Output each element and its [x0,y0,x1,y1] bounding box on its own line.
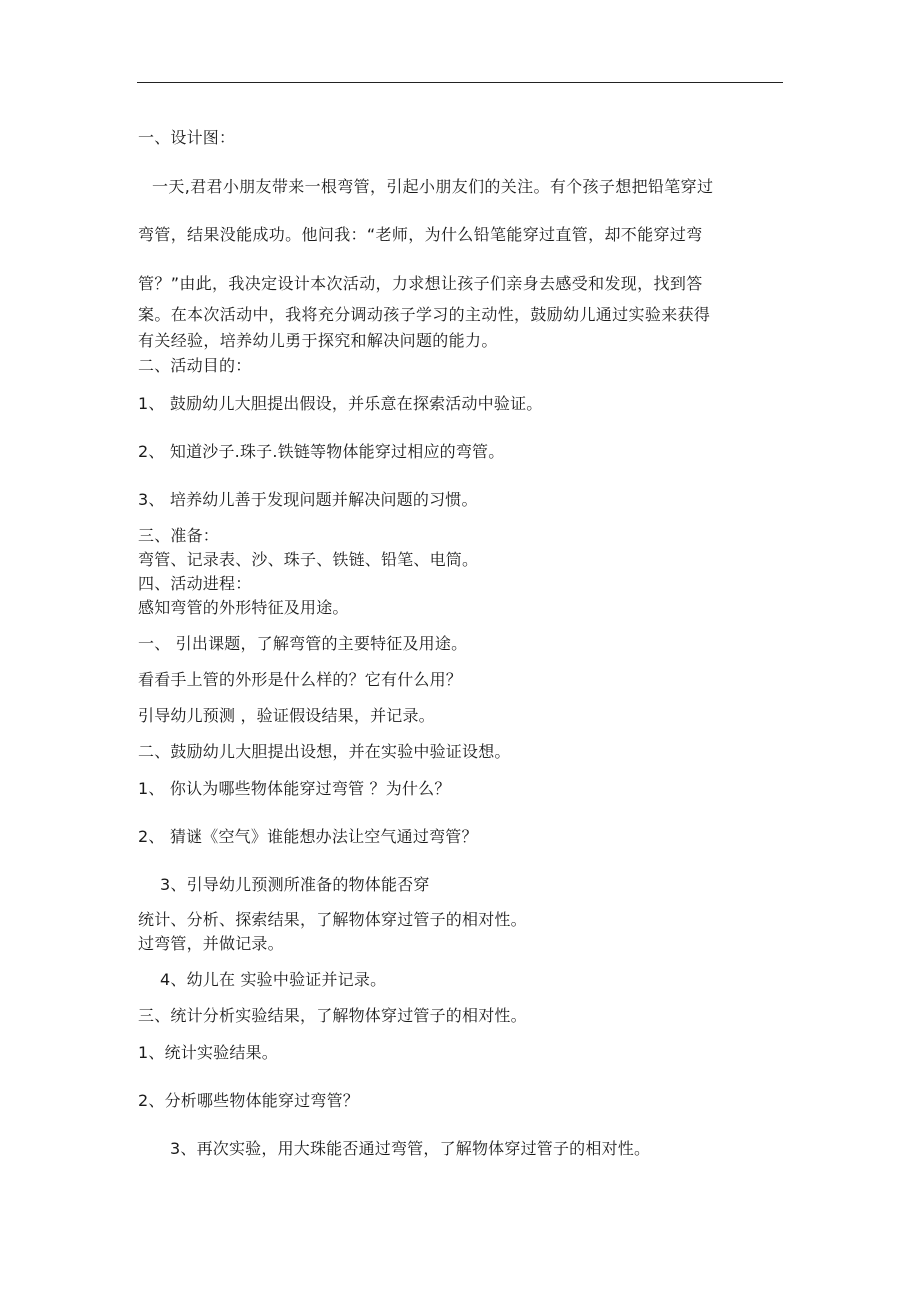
step2-item: 3、引导幼儿预测所准备的物体能否穿 [160,875,430,894]
heading-process: 四、活动进程： [138,574,252,593]
goal-item: 3、 培养幼儿善于发现问题并解决问题的习惯。 [138,490,478,509]
heading-goals: 二、活动目的： [138,356,252,375]
process-intro: 感知弯管的外形特征及用途。 [138,598,349,617]
stray-line: 统计、分析、探索结果，了解物体穿过管子的相对性。 [138,910,527,929]
header-rule [137,82,783,83]
step3-item: 2、分析哪些物体能穿过弯管？ [138,1091,359,1110]
intro-line: 管？”由此，我决定设计本次活动，力求想让孩子们亲身去感受和发现，找到答 [138,274,703,293]
step2-title: 二、鼓励幼儿大胆提出设想，并在实验中验证设想。 [138,742,511,761]
goal-item: 1、 鼓励幼儿大胆提出假设，并乐意在探索活动中验证。 [138,394,543,413]
intro-line: 有关经验，培养幼儿勇于探究和解决问题的能力。 [138,331,498,350]
heading-prep: 三、准备： [138,526,220,545]
intro-line: 一天,君君小朋友带来一根弯管，引起小朋友们的关注。有个孩子想把铅笔穿过 [152,177,714,196]
step2-item: 2、 猜谜《空气》谁能想办法让空气通过弯管？ [138,827,478,846]
step3-title: 三、统计分析实验结果，了解物体穿过管子的相对性。 [138,1006,527,1025]
heading-design: 一、设计图： [138,128,236,147]
goal-item: 2、 知道沙子.珠子.铁链等物体能穿过相应的弯管。 [138,442,505,461]
step1-guide: 引导幼儿预测 ，验证假设结果，并记录。 [138,706,435,725]
step2-item: 1、 你认为哪些物体能穿过弯管 ？为什么？ [138,779,451,798]
stray-line: 过弯管，并做记录。 [138,934,284,953]
step3-item: 3、再次实验，用大珠能否通过弯管，了解物体穿过管子的相对性。 [170,1139,651,1158]
step3-item: 1、统计实验结果。 [138,1043,278,1062]
intro-line: 弯管，结果没能成功。他问我：“老师，为什么铅笔能穿过直管，却不能穿过弯 [138,225,703,244]
step1-title: 一、 引出课题，了解弯管的主要特征及用途。 [138,634,468,653]
intro-line: 案。在本次活动中，我将充分调动孩子学习的主动性，鼓励幼儿通过实验来获得 [138,305,711,324]
step2-item: 4、幼儿在 实验中验证并记录。 [160,970,387,989]
prep-items: 弯管、记录表、沙、珠子、铁链、铅笔、电筒。 [138,550,479,569]
step1-question: 看看手上管的外形是什么样的？它有什么用？ [138,670,463,689]
